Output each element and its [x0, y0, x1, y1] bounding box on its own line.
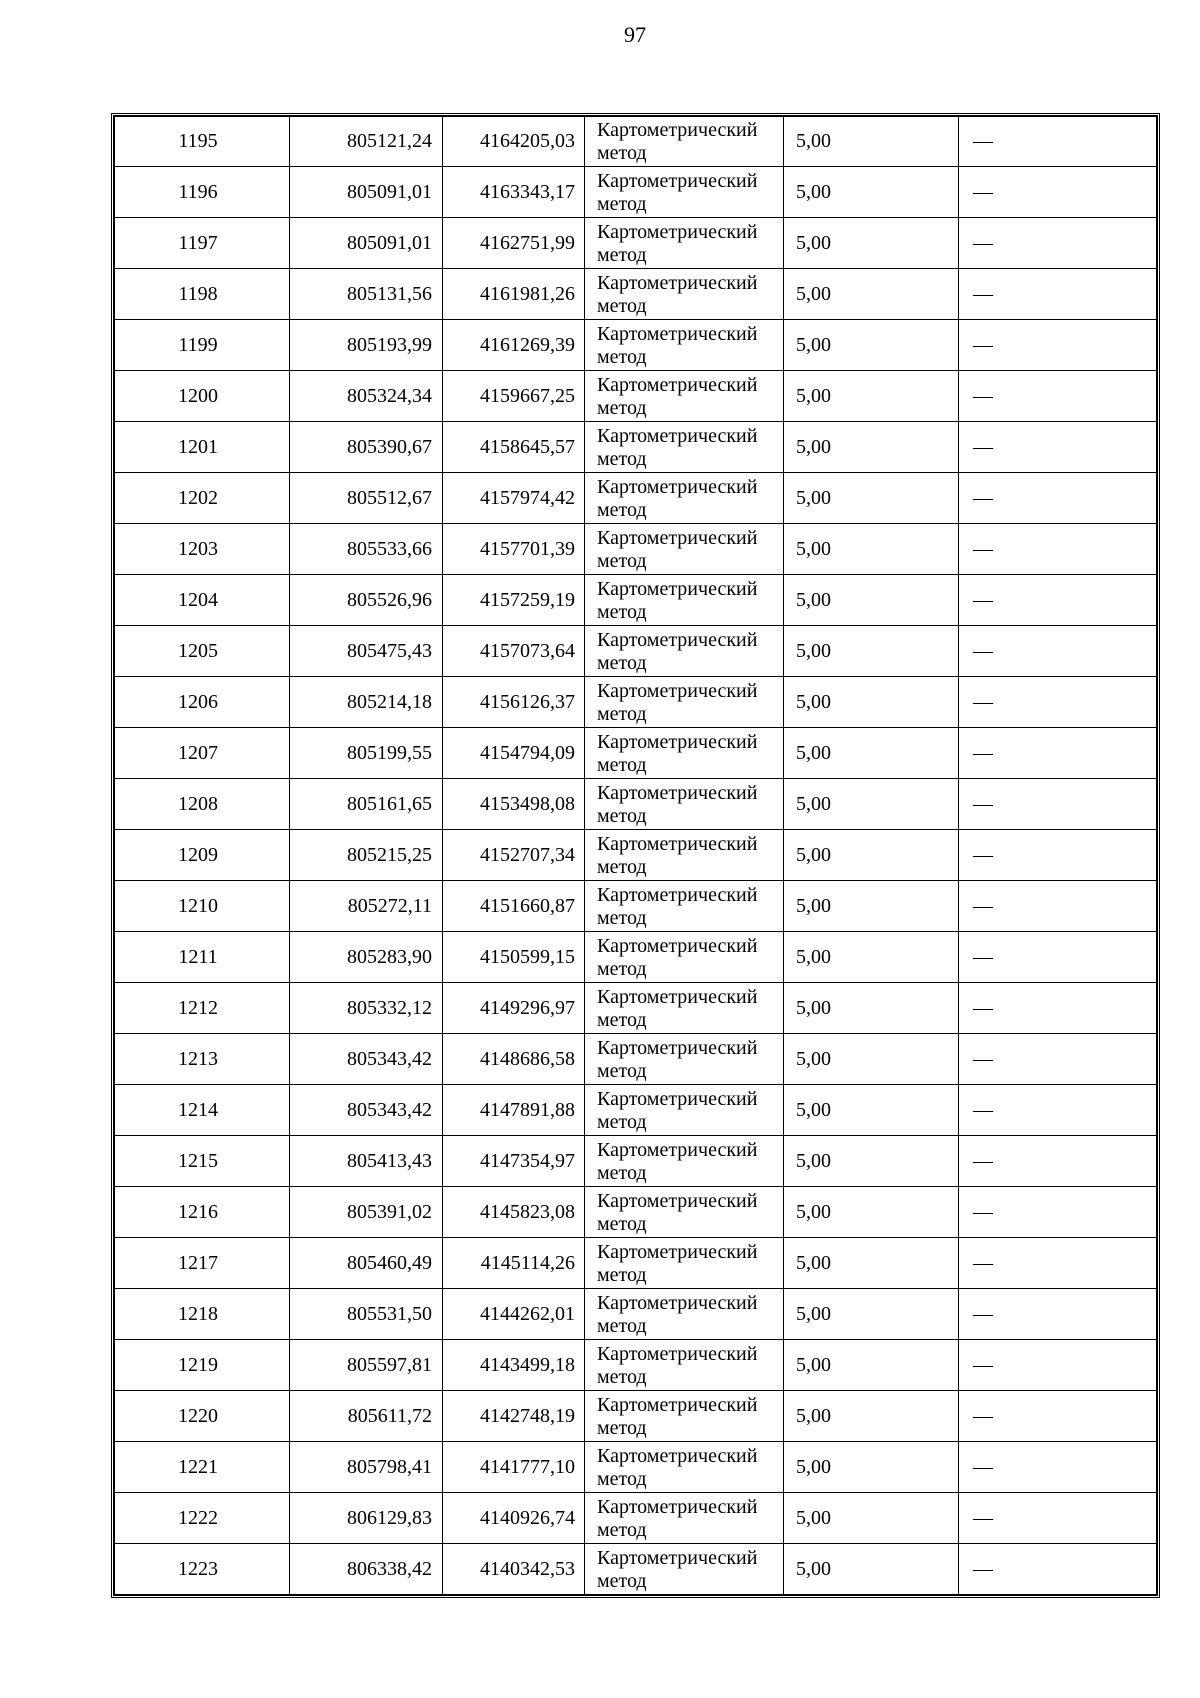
- method-text-line-1: Картометрический: [597, 883, 758, 906]
- method-text-line-2: метод: [597, 1110, 647, 1133]
- method-text-line-1: Картометрический: [597, 1240, 758, 1263]
- accuracy-cell: 5,00: [784, 1085, 959, 1136]
- method-text-line-1: Картометрический: [597, 1495, 758, 1518]
- method-text-line-1: Картометрический: [597, 322, 758, 345]
- method-text-line-2: метод: [597, 702, 647, 725]
- method-text-line-2: метод: [597, 804, 647, 827]
- x-coordinate-cell: 805272,11: [290, 881, 443, 932]
- table-row: [115, 983, 1157, 1034]
- y-coordinate-cell: 4150599,15: [443, 932, 585, 983]
- point-number-cell: 1214: [115, 1085, 290, 1136]
- table-row: [115, 830, 1157, 881]
- accuracy-cell: 5,00: [784, 1391, 959, 1442]
- table-row: [115, 1391, 1157, 1442]
- x-coordinate-cell: 806129,83: [290, 1493, 443, 1544]
- method-text-line-2: метод: [597, 1212, 647, 1235]
- accuracy-cell: 5,00: [784, 575, 959, 626]
- table-row: [115, 320, 1157, 371]
- method-cell: [585, 1391, 784, 1442]
- x-coordinate-cell: 805283,90: [290, 932, 443, 983]
- point-number-cell: 1219: [115, 1340, 290, 1391]
- description-cell: —: [959, 626, 1157, 677]
- accuracy-cell: 5,00: [784, 524, 959, 575]
- x-coordinate-cell: 805475,43: [290, 626, 443, 677]
- method-cell: [585, 983, 784, 1034]
- method-cell: [585, 371, 784, 422]
- description-cell: —: [959, 320, 1157, 371]
- accuracy-cell: 5,00: [784, 218, 959, 269]
- accuracy-cell: 5,00: [784, 1544, 959, 1595]
- x-coordinate-cell: 805460,49: [290, 1238, 443, 1289]
- method-text-line-1: Картометрический: [597, 1138, 758, 1161]
- accuracy-cell: 5,00: [784, 473, 959, 524]
- description-cell: —: [959, 881, 1157, 932]
- method-cell: [585, 1238, 784, 1289]
- accuracy-cell: 5,00: [784, 371, 959, 422]
- method-text-line-1: Картометрический: [597, 220, 758, 243]
- point-number-cell: 1213: [115, 1034, 290, 1085]
- method-text-line-2: метод: [597, 294, 647, 317]
- point-number-cell: 1203: [115, 524, 290, 575]
- coordinates-table-frame: [111, 113, 1160, 1598]
- method-text-line-2: метод: [597, 192, 647, 215]
- accuracy-cell: 5,00: [784, 983, 959, 1034]
- point-number-cell: 1199: [115, 320, 290, 371]
- point-number-cell: 1217: [115, 1238, 290, 1289]
- point-number-cell: 1215: [115, 1136, 290, 1187]
- accuracy-cell: 5,00: [784, 1187, 959, 1238]
- accuracy-cell: 5,00: [784, 269, 959, 320]
- x-coordinate-cell: 805611,72: [290, 1391, 443, 1442]
- description-cell: —: [959, 167, 1157, 218]
- table-row: [115, 422, 1157, 473]
- y-coordinate-cell: 4143499,18: [443, 1340, 585, 1391]
- x-coordinate-cell: 805161,65: [290, 779, 443, 830]
- accuracy-cell: 5,00: [784, 626, 959, 677]
- method-text-line-2: метод: [597, 600, 647, 623]
- method-text-line-1: Картометрический: [597, 169, 758, 192]
- method-cell: [585, 932, 784, 983]
- description-cell: —: [959, 1442, 1157, 1493]
- point-number-cell: 1202: [115, 473, 290, 524]
- y-coordinate-cell: 4157701,39: [443, 524, 585, 575]
- y-coordinate-cell: 4163343,17: [443, 167, 585, 218]
- point-number-cell: 1200: [115, 371, 290, 422]
- x-coordinate-cell: 805413,43: [290, 1136, 443, 1187]
- table-row: [115, 626, 1157, 677]
- point-number-cell: 1210: [115, 881, 290, 932]
- method-text-line-2: метод: [597, 1314, 647, 1337]
- accuracy-cell: 5,00: [784, 677, 959, 728]
- description-cell: —: [959, 779, 1157, 830]
- description-cell: —: [959, 422, 1157, 473]
- method-cell: [585, 1085, 784, 1136]
- x-coordinate-cell: 805131,56: [290, 269, 443, 320]
- method-text-line-1: Картометрический: [597, 424, 758, 447]
- method-text-line-1: Картометрический: [597, 1087, 758, 1110]
- table-row: [115, 1136, 1157, 1187]
- table-row: [115, 1085, 1157, 1136]
- method-text-line-1: Картометрический: [597, 1189, 758, 1212]
- accuracy-cell: 5,00: [784, 167, 959, 218]
- accuracy-cell: 5,00: [784, 117, 959, 167]
- accuracy-cell: 5,00: [784, 1493, 959, 1544]
- method-text-line-1: Картометрический: [597, 985, 758, 1008]
- y-coordinate-cell: 4145114,26: [443, 1238, 585, 1289]
- table-row: [115, 524, 1157, 575]
- y-coordinate-cell: 4140342,53: [443, 1544, 585, 1595]
- method-text-line-1: Картометрический: [597, 628, 758, 651]
- x-coordinate-cell: 805390,67: [290, 422, 443, 473]
- x-coordinate-cell: 805199,55: [290, 728, 443, 779]
- table-row: [115, 779, 1157, 830]
- point-number-cell: 1206: [115, 677, 290, 728]
- page-number: 97: [624, 22, 646, 47]
- y-coordinate-cell: 4158645,57: [443, 422, 585, 473]
- accuracy-cell: 5,00: [784, 881, 959, 932]
- method-text-line-1: Картометрический: [597, 271, 758, 294]
- x-coordinate-cell: 805091,01: [290, 167, 443, 218]
- table-row: [115, 117, 1157, 167]
- description-cell: —: [959, 1034, 1157, 1085]
- method-text-line-2: метод: [597, 753, 647, 776]
- table-body: [115, 117, 1157, 1595]
- table-row: [115, 1289, 1157, 1340]
- x-coordinate-cell: 805215,25: [290, 830, 443, 881]
- description-cell: —: [959, 1544, 1157, 1595]
- method-text-line-1: Картометрический: [597, 781, 758, 804]
- y-coordinate-cell: 4149296,97: [443, 983, 585, 1034]
- table-row: [115, 167, 1157, 218]
- method-cell: [585, 1136, 784, 1187]
- method-cell: [585, 524, 784, 575]
- y-coordinate-cell: 4162751,99: [443, 218, 585, 269]
- accuracy-cell: 5,00: [784, 728, 959, 779]
- method-cell: [585, 1544, 784, 1595]
- point-number-cell: 1211: [115, 932, 290, 983]
- method-cell: [585, 1442, 784, 1493]
- x-coordinate-cell: 805798,41: [290, 1442, 443, 1493]
- accuracy-cell: 5,00: [784, 1442, 959, 1493]
- y-coordinate-cell: 4145823,08: [443, 1187, 585, 1238]
- method-text-line-1: Картометрический: [597, 1342, 758, 1365]
- method-cell: [585, 1187, 784, 1238]
- method-text-line-2: метод: [597, 906, 647, 929]
- point-number-cell: 1209: [115, 830, 290, 881]
- method-text-line-2: метод: [597, 855, 647, 878]
- method-text-line-1: Картометрический: [597, 730, 758, 753]
- method-cell: [585, 1289, 784, 1340]
- y-coordinate-cell: 4142748,19: [443, 1391, 585, 1442]
- y-coordinate-cell: 4156126,37: [443, 677, 585, 728]
- method-text-line-2: метод: [597, 243, 647, 266]
- method-text-line-1: Картометрический: [597, 1291, 758, 1314]
- description-cell: —: [959, 983, 1157, 1034]
- description-cell: —: [959, 473, 1157, 524]
- method-text-line-1: Картометрический: [597, 526, 758, 549]
- method-text-line-2: метод: [597, 345, 647, 368]
- method-cell: [585, 677, 784, 728]
- accuracy-cell: 5,00: [784, 1340, 959, 1391]
- point-number-cell: 1223: [115, 1544, 290, 1595]
- x-coordinate-cell: 805193,99: [290, 320, 443, 371]
- method-text-line-1: Картометрический: [597, 119, 758, 141]
- description-cell: —: [959, 1289, 1157, 1340]
- description-cell: —: [959, 524, 1157, 575]
- method-text-line-2: метод: [597, 498, 647, 521]
- description-cell: —: [959, 728, 1157, 779]
- table-row: [115, 1340, 1157, 1391]
- y-coordinate-cell: 4157974,42: [443, 473, 585, 524]
- point-number-cell: 1196: [115, 167, 290, 218]
- description-cell: —: [959, 269, 1157, 320]
- x-coordinate-cell: 805121,24: [290, 117, 443, 167]
- method-cell: [585, 473, 784, 524]
- table-row: [115, 1442, 1157, 1493]
- table-row: [115, 728, 1157, 779]
- coordinates-table: [114, 116, 1157, 1595]
- y-coordinate-cell: 4147354,97: [443, 1136, 585, 1187]
- point-number-cell: 1207: [115, 728, 290, 779]
- accuracy-cell: 5,00: [784, 830, 959, 881]
- y-coordinate-cell: 4153498,08: [443, 779, 585, 830]
- description-cell: —: [959, 1340, 1157, 1391]
- method-text-line-2: метод: [597, 1161, 647, 1184]
- method-text-line-2: метод: [597, 1365, 647, 1388]
- y-coordinate-cell: 4141777,10: [443, 1442, 585, 1493]
- table-row: [115, 932, 1157, 983]
- y-coordinate-cell: 4159667,25: [443, 371, 585, 422]
- x-coordinate-cell: 805343,42: [290, 1034, 443, 1085]
- description-cell: —: [959, 218, 1157, 269]
- x-coordinate-cell: 805324,34: [290, 371, 443, 422]
- method-text-line-2: метод: [597, 396, 647, 419]
- accuracy-cell: 5,00: [784, 932, 959, 983]
- method-text-line-2: метод: [597, 1416, 647, 1439]
- x-coordinate-cell: 805533,66: [290, 524, 443, 575]
- method-text-line-2: метод: [597, 957, 647, 980]
- y-coordinate-cell: 4157259,19: [443, 575, 585, 626]
- method-text-line-1: Картометрический: [597, 1546, 758, 1569]
- accuracy-cell: 5,00: [784, 1034, 959, 1085]
- method-cell: [585, 881, 784, 932]
- method-text-line-1: Картометрический: [597, 832, 758, 855]
- point-number-cell: 1205: [115, 626, 290, 677]
- method-text-line-2: метод: [597, 651, 647, 674]
- y-coordinate-cell: 4164205,03: [443, 117, 585, 167]
- method-text-line-1: Картометрический: [597, 475, 758, 498]
- method-text-line-2: метод: [597, 1467, 647, 1490]
- x-coordinate-cell: 805391,02: [290, 1187, 443, 1238]
- method-text-line-1: Картометрический: [597, 1444, 758, 1467]
- point-number-cell: 1212: [115, 983, 290, 1034]
- table-row: [115, 1544, 1157, 1595]
- table-row: [115, 1187, 1157, 1238]
- method-text-line-2: метод: [597, 1059, 647, 1082]
- description-cell: —: [959, 1391, 1157, 1442]
- method-text-line-2: метод: [597, 447, 647, 470]
- table-row: [115, 677, 1157, 728]
- table-row: [115, 575, 1157, 626]
- description-cell: —: [959, 1136, 1157, 1187]
- point-number-cell: 1197: [115, 218, 290, 269]
- point-number-cell: 1221: [115, 1442, 290, 1493]
- table-row: [115, 269, 1157, 320]
- accuracy-cell: 5,00: [784, 779, 959, 830]
- method-text-line-1: Картометрический: [597, 577, 758, 600]
- x-coordinate-cell: 805091,01: [290, 218, 443, 269]
- accuracy-cell: 5,00: [784, 1289, 959, 1340]
- method-cell: [585, 117, 784, 167]
- description-cell: —: [959, 677, 1157, 728]
- method-cell: [585, 728, 784, 779]
- x-coordinate-cell: 805332,12: [290, 983, 443, 1034]
- x-coordinate-cell: 805597,81: [290, 1340, 443, 1391]
- y-coordinate-cell: 4147891,88: [443, 1085, 585, 1136]
- x-coordinate-cell: 805531,50: [290, 1289, 443, 1340]
- x-coordinate-cell: 805526,96: [290, 575, 443, 626]
- description-cell: —: [959, 371, 1157, 422]
- table-row: [115, 881, 1157, 932]
- method-cell: [585, 1493, 784, 1544]
- table-row: [115, 1238, 1157, 1289]
- method-cell: [585, 626, 784, 677]
- point-number-cell: 1216: [115, 1187, 290, 1238]
- x-coordinate-cell: 806338,42: [290, 1544, 443, 1595]
- method-text-line-2: метод: [597, 1569, 647, 1592]
- accuracy-cell: 5,00: [784, 320, 959, 371]
- description-cell: —: [959, 1085, 1157, 1136]
- method-text-line-1: Картометрический: [597, 679, 758, 702]
- x-coordinate-cell: 805512,67: [290, 473, 443, 524]
- method-text-line-2: метод: [597, 549, 647, 572]
- y-coordinate-cell: 4157073,64: [443, 626, 585, 677]
- description-cell: —: [959, 575, 1157, 626]
- method-text-line-2: метод: [597, 1518, 647, 1541]
- method-text-line-1: Картометрический: [597, 934, 758, 957]
- point-number-cell: 1218: [115, 1289, 290, 1340]
- method-cell: [585, 422, 784, 473]
- description-cell: —: [959, 830, 1157, 881]
- method-text-line-2: метод: [597, 1008, 647, 1031]
- y-coordinate-cell: 4144262,01: [443, 1289, 585, 1340]
- y-coordinate-cell: 4151660,87: [443, 881, 585, 932]
- method-cell: [585, 1034, 784, 1085]
- description-cell: —: [959, 932, 1157, 983]
- table-row: [115, 1034, 1157, 1085]
- method-cell: [585, 830, 784, 881]
- method-text-line-1: Картометрический: [597, 373, 758, 396]
- table-row: [115, 218, 1157, 269]
- accuracy-cell: 5,00: [784, 1238, 959, 1289]
- method-text-line-1: Картометрический: [597, 1393, 758, 1416]
- y-coordinate-cell: 4140926,74: [443, 1493, 585, 1544]
- x-coordinate-cell: 805343,42: [290, 1085, 443, 1136]
- description-cell: —: [959, 1238, 1157, 1289]
- y-coordinate-cell: 4154794,09: [443, 728, 585, 779]
- method-cell: [585, 320, 784, 371]
- y-coordinate-cell: 4152707,34: [443, 830, 585, 881]
- description-cell: —: [959, 117, 1157, 167]
- method-text-line-1: Картометрический: [597, 1036, 758, 1059]
- method-cell: [585, 779, 784, 830]
- table-row: [115, 473, 1157, 524]
- point-number-cell: 1204: [115, 575, 290, 626]
- point-number-cell: 1195: [115, 117, 290, 167]
- y-coordinate-cell: 4161981,26: [443, 269, 585, 320]
- table-row: [115, 371, 1157, 422]
- method-cell: [585, 575, 784, 626]
- method-cell: [585, 1340, 784, 1391]
- method-text-line-2: метод: [597, 142, 647, 164]
- y-coordinate-cell: 4148686,58: [443, 1034, 585, 1085]
- point-number-cell: 1198: [115, 269, 290, 320]
- y-coordinate-cell: 4161269,39: [443, 320, 585, 371]
- method-text-line-2: метод: [597, 1263, 647, 1286]
- method-cell: [585, 218, 784, 269]
- method-cell: [585, 167, 784, 218]
- method-cell: [585, 269, 784, 320]
- point-number-cell: 1220: [115, 1391, 290, 1442]
- point-number-cell: 1201: [115, 422, 290, 473]
- description-cell: —: [959, 1493, 1157, 1544]
- table-row: [115, 1493, 1157, 1544]
- accuracy-cell: 5,00: [784, 422, 959, 473]
- accuracy-cell: 5,00: [784, 1136, 959, 1187]
- description-cell: —: [959, 1187, 1157, 1238]
- point-number-cell: 1208: [115, 779, 290, 830]
- point-number-cell: 1222: [115, 1493, 290, 1544]
- x-coordinate-cell: 805214,18: [290, 677, 443, 728]
